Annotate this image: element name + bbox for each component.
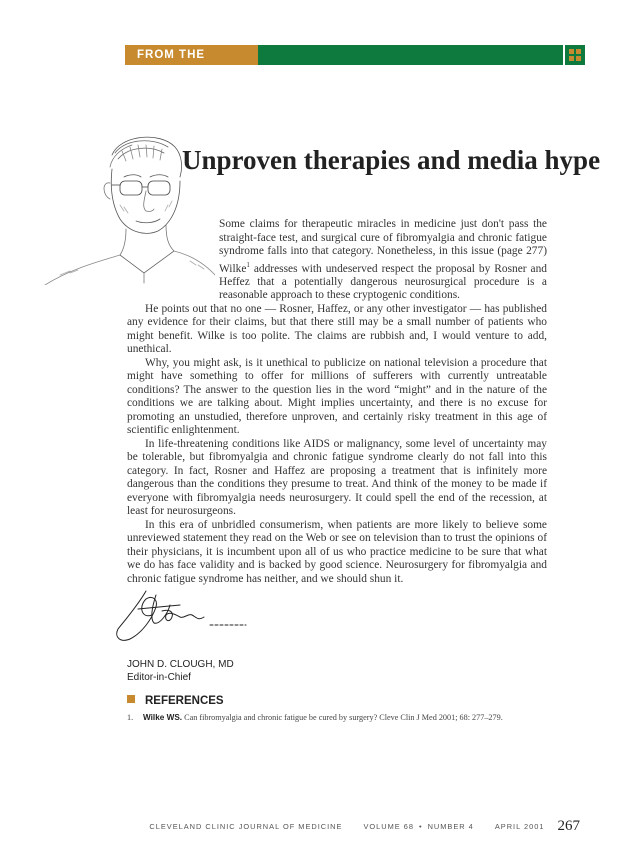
volume-label: VOLUME 68 <box>363 822 414 831</box>
reference-authors: Wilke WS. <box>143 713 183 722</box>
body-paragraph: In life-threatening conditions like AIDS or malignancy, some level of uncertainty may be tolerable, but fibromyalgia and chronic fatigue syndrome clearly do not fall into this category. In fact, Rosner and Haffez are proposing a treatment that is infinitely more dangerous than the conditions they presume to treat. And think of the money to be made if everyone with fibromyalgia needs neurosurgery. It could spell the end of the recession, at least for neurosurgeons. <box>127 437 547 518</box>
page-footer <box>143 818 580 835</box>
reference-item <box>127 713 503 722</box>
reference-number: 1. <box>127 713 134 722</box>
section-label: FROM THE EDITOR <box>125 45 258 65</box>
body-paragraph: Why, you might ask, is it unethical to publicize on national television a procedure that might have something to offer for millions of sufferers with currently untreatable conditions? The answer to the question lies in the word “might” and in the nature of the conditions we are talking about. Might implies uncertainty, and there is no excuse for promoting an unstudied, therefore unproven, and certainly risky treatment in this age of scientific enlightenment. <box>127 356 547 437</box>
section-header-bar <box>258 45 563 65</box>
editor-signature <box>112 585 252 647</box>
cross-square-icon <box>565 45 585 65</box>
author-role: Editor-in-Chief <box>127 672 191 683</box>
reference-text: Can fibromyalgia and chronic fatigue be cured by surgery? Cleve Clin J Med 2001; 68: 277–279. <box>182 713 503 722</box>
issue-number: NUMBER 4 <box>427 822 474 831</box>
journal-name: CLEVELAND CLINIC JOURNAL OF MEDICINE <box>149 822 343 831</box>
body-paragraph: Some claims for therapeutic miracles in medicine just don't pass the straight-face test, and surgical cure of fibromyalgia and chronic fatigue syndrome falls into that category. Nonetheless, in this issue (page 277) Wilke$^1$ addresses with undeserved respect the proposal by Rosner and Heffez that a potentially dangerous neurosurgical procedure is a reasonable approach to these cryptogenic conditions. <box>219 218 547 302</box>
issue-date: APRIL 2001 <box>494 822 545 831</box>
author-block <box>127 658 234 684</box>
references-heading: REFERENCES <box>127 695 224 707</box>
square-bullet-icon <box>127 695 135 703</box>
reference-marker: 1 <box>246 260 250 269</box>
body-paragraph: He points out that no one — Rosner, Haffez, or any other investigator — has published any evidence for their claims, but that there still may be a small number of patients who might benefit. Wilke is too polite. The claims are rubbish and, I would venture to add, unethical. <box>127 302 547 356</box>
page-number: 267 <box>557 818 580 834</box>
article-body <box>127 218 547 586</box>
author-name: JOHN D. CLOUGH, MD <box>127 659 234 670</box>
article-title: Unproven therapies and media hype <box>182 145 601 175</box>
section-header-band <box>125 45 585 81</box>
bullet-separator: • <box>418 822 423 831</box>
body-paragraph: In this era of unbridled consumerism, when patients are more likely to believe some unreviewed statement they read on the Web or see on television than to trust the opinions of their physicians, it is incumbent upon all of us who practice medicine to be sure that what we do has face validity and is backed by good science. Neurosurgery for fibromyalgia and chronic fatigue syndrome has neither, and we should shun it. <box>127 518 547 585</box>
